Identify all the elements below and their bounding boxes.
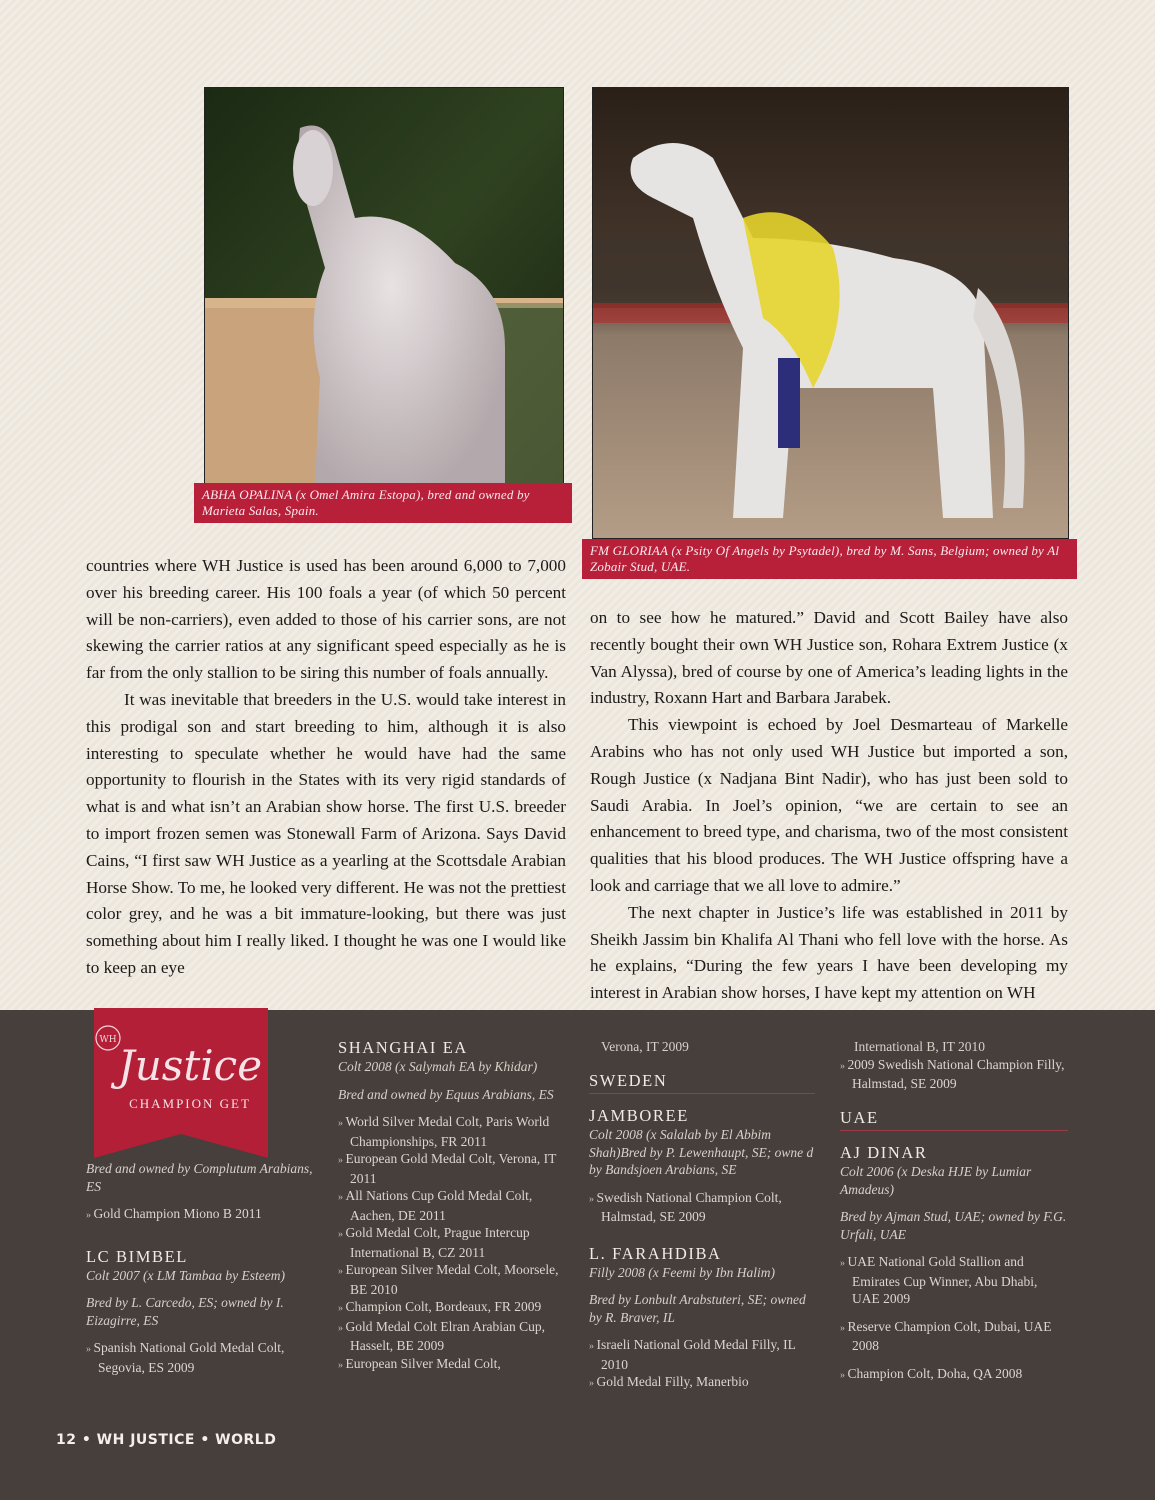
horse-photo-right xyxy=(593,88,1068,538)
article-paragraph: It was inevitable that breeders in the U.S. would take interest in this prodigal son and start breeding to him, although it is also interesting to speculate whether he would have had the same opportunity to flourish in the States with its very rigid standards of what is and what isn’t an Arabian show horse. The first U.S. breeder to import frozen semen was Stonewall Farm of Arizona. Says David Cains, “I first saw WH Justice as a yearling at the Scottsdale Arabian Horse Show. To me, he looked very different. He was not the prettiest color grey, and he was a bit immature-looking, but there was just something about him I really liked. I thought he was one I would like to keep an eye xyxy=(86,689,566,977)
award-item: » European Silver Medal Colt, xyxy=(338,1355,566,1375)
award-continued: Verona, IT 2009 xyxy=(601,1039,689,1054)
caption-abha-opalina: ABHA OPALINA (x Omel Amira Estopa), bred and owned by Marieta Salas, Spain. xyxy=(194,483,572,523)
article-paragraph: on to see how he matured.” David and Scott Bailey have also recently bought their own WH Justice son, Rohara Extrem Justice (x Van Alyssa), bred of course by one of America’s leading lights in the industry, Roxann Hart and Barbara Jarabek. xyxy=(590,608,1068,708)
get-column-3 xyxy=(589,1038,815,1393)
award-item: » Gold Champion Miono B 2011 xyxy=(86,1205,316,1225)
caption-fm-gloriaa: FM GLORIAA (x Psity Of Angels by Psytadel), bred by M. Sans, Belgium; owned by Al Zobair Stud, UAE. xyxy=(582,539,1077,579)
award-item: » Israeli National Gold Medal Filly, IL 2010 xyxy=(589,1336,815,1373)
award-item: » Gold Medal Colt Elran Arabian Cup, Hasselt, BE 2009 xyxy=(338,1318,566,1355)
award-continued: International B, IT 2010 xyxy=(854,1039,985,1054)
award-item: » Champion Colt, Doha, QA 2008 xyxy=(840,1365,1068,1385)
breeder-info: Bred and owned by Complutum Arabians, ES xyxy=(86,1161,313,1194)
award-item: » Gold Medal Filly, Manerbio xyxy=(589,1373,815,1393)
article-paragraph: countries where WH Justice is used has been around 6,000 to 7,000 over his breeding career. His 100 foals a year (of which 50 percent will be non-carriers), even added to those of his carrier sons, are not skewing the carrier ratios at any significant speed especially as he is far from the only stallion to be siring this number of foals annually. xyxy=(86,556,566,683)
breeder-info: Bred and owned by Equus Arabians, ES xyxy=(338,1086,554,1102)
get-column-4 xyxy=(840,1038,1068,1384)
horse-name: LC BIMBEL xyxy=(86,1246,188,1266)
svg-text:Justice: Justice xyxy=(117,1041,263,1090)
award-item: » Champion Colt, Bordeaux, FR 2009 xyxy=(338,1298,566,1318)
article-paragraph: The next chapter in Justice’s life was established in 2011 by Sheikh Jassim bin Khalifa Al Thani who fell love with the horse. As he explains, “During the few years I have been developing my interest in Arabian show horses, I have kept my attention on WH xyxy=(590,902,1068,1003)
horse-pedigree: Colt 2007 (x LM Tambaa by Esteem) xyxy=(86,1267,285,1283)
award-item: » World Silver Medal Colt, Paris World Championships, FR 2011 xyxy=(338,1113,566,1150)
photo-abha-opalina xyxy=(204,87,564,485)
award-item: » 2009 Swedish National Champion Filly, Halmstad, SE 2009 xyxy=(840,1056,1068,1093)
award-item: » Swedish National Champion Colt, Halmstad, SE 2009 xyxy=(589,1189,815,1226)
award-item: » Reserve Champion Colt, Dubai, UAE 2008 xyxy=(840,1318,1068,1355)
award-item: » European Gold Medal Colt, Verona, IT 2011 xyxy=(338,1150,566,1187)
horse-name: L. FARAHDIBA xyxy=(589,1243,722,1263)
photo-fm-gloriaa xyxy=(592,87,1069,539)
page-footer: 12 • WH JUSTICE • WORLD xyxy=(56,1432,277,1448)
country-heading: SWEDEN xyxy=(589,1072,815,1095)
award-item: » Gold Medal Colt, Prague Intercup International B, CZ 2011 xyxy=(338,1224,566,1261)
award-item: » Spanish National Gold Medal Colt, Segovia, ES 2009 xyxy=(86,1339,316,1376)
horse-pedigree: Colt 2008 (x Salymah EA by Khidar) xyxy=(338,1059,538,1074)
get-column-2 xyxy=(338,1038,566,1374)
horse-name: SHANGHAI EA xyxy=(338,1038,468,1057)
award-item: » UAE National Gold Stallion and Emirates Cup Winner, Abu Dhabi, UAE 2009 xyxy=(840,1253,1068,1308)
article-column-right xyxy=(590,605,1068,1007)
horse-name: JAMBOREE xyxy=(589,1106,689,1125)
svg-text:WH: WH xyxy=(99,1035,117,1045)
horse-pedigree: Filly 2008 (x Feemi by Ibn Halim) xyxy=(589,1264,775,1280)
justice-ribbon-logo xyxy=(94,1008,268,1158)
country-heading: UAE xyxy=(840,1109,1068,1132)
award-item: » European Silver Medal Colt, Moorsele, BE 2010 xyxy=(338,1261,566,1298)
breeder-info: Bred by L. Carcedo, ES; owned by I. Eizagirre, ES xyxy=(86,1295,284,1328)
article-paragraph: This viewpoint is echoed by Joel Desmarteau of Markelle Arabins who has not only used WH Justice but imported a son, Rough Justice (x Nadjana Bint Nadir), who has just been sold to Saudi Arabia. In Joel’s opinion, “we are certain to see an enhancement to breed type, and charisma, two of the most consistent qualities that his blood produces. The WH Justice offspring have a look and carriage that we all love to admire.” xyxy=(590,715,1068,895)
horse-pedigree: Colt 2008 (x Salalab by El Abbim Shah)Bred by P. Lewenhaupt, SE; owne d by Bandsjoen Arabians, SE xyxy=(589,1127,814,1177)
breeder-info: Bred by Ajman Stud, UAE; owned by F.G. Urfali, UAE xyxy=(840,1209,1067,1242)
breeder-info: Bred by Lonbult Arabstuteri, SE; owned by R. Braver, IL xyxy=(589,1292,806,1325)
horse-pedigree: Colt 2006 (x Deska HJE by Lumiar Amadeus) xyxy=(840,1164,1032,1197)
horse-photo-left xyxy=(205,88,563,484)
article-column-left xyxy=(86,553,566,982)
horse-name: AJ DINAR xyxy=(840,1143,928,1162)
get-column-1 xyxy=(86,1160,316,1376)
caption-horse-name: FM GLORIAA xyxy=(590,543,668,558)
svg-text:CHAMPION GET: CHAMPION GET xyxy=(129,1096,251,1111)
award-item: » All Nations Cup Gold Medal Colt, Aachen, DE 2011 xyxy=(338,1187,566,1224)
caption-horse-name: ABHA OPALINA xyxy=(202,487,293,502)
